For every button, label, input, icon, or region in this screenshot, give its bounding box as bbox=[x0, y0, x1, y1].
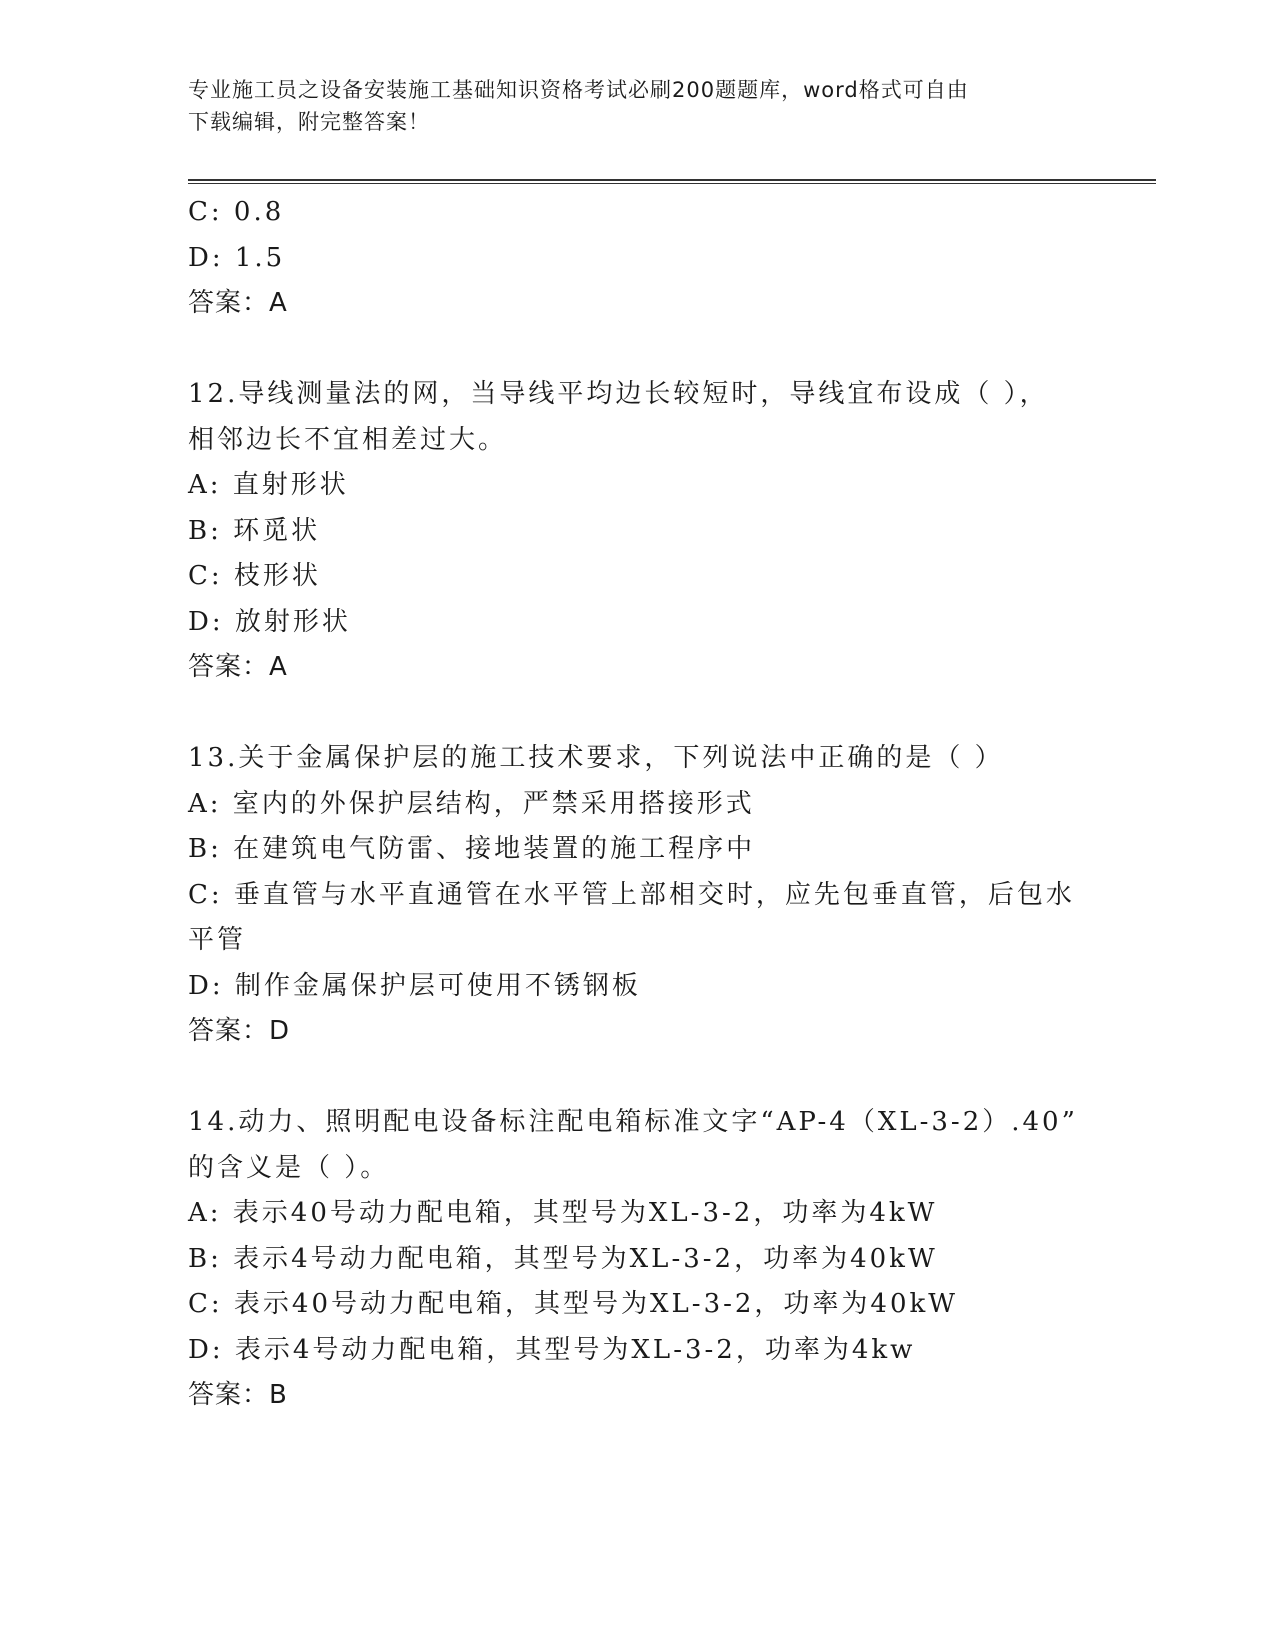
option-b: B: 表示4号动力配电箱，其型号为XL-3-2，功率为40kW bbox=[188, 1243, 938, 1274]
question-stem-cont: 的含义是（ ）。 bbox=[188, 1152, 390, 1183]
spacer bbox=[188, 691, 1088, 737]
previous-question-tail bbox=[188, 190, 1088, 327]
option-d: D: 1.5 bbox=[188, 242, 286, 273]
question-13 bbox=[188, 736, 1088, 1055]
option-c: C: 0.8 bbox=[188, 197, 285, 227]
option-a: A: 室内的外保护层结构，严禁采用搭接形式 bbox=[188, 788, 755, 819]
spacer bbox=[188, 327, 1088, 373]
option-c: C: 枝形状 bbox=[188, 561, 321, 591]
option-d: D: 放射形状 bbox=[188, 606, 351, 637]
question-14 bbox=[188, 1100, 1088, 1419]
option-a: A: 直射形状 bbox=[188, 470, 349, 500]
question-stem-cont: 相邻边长不宜相差过大。 bbox=[188, 424, 508, 455]
document-body bbox=[188, 190, 1088, 1419]
answer-line: 答案：B bbox=[188, 1380, 288, 1410]
answer-line: 答案：D bbox=[188, 1016, 291, 1046]
option-d: D: 制作金属保护层可使用不锈钢板 bbox=[188, 970, 641, 1001]
header-line-1: 专业施工员之设备安装施工基础知识资格考试必刷200题题库，word格式可自由 bbox=[188, 78, 969, 102]
option-a: A: 表示40号动力配电箱，其型号为XL-3-2，功率为4kW bbox=[188, 1198, 938, 1228]
header-rule-thin bbox=[188, 183, 1156, 184]
question-12 bbox=[188, 372, 1088, 691]
answer-line: 答案：A bbox=[188, 288, 288, 318]
question-stem: 14.动力、照明配电设备标注配电箱标准文字“AP-4（XL-3-2）.40” bbox=[188, 1107, 1078, 1137]
option-d: D: 表示4号动力配电箱，其型号为XL-3-2，功率为4kw bbox=[188, 1334, 916, 1365]
answer-line: 答案：A bbox=[188, 652, 288, 682]
option-b: B: 在建筑电气防雷、接地装置的施工程序中 bbox=[188, 834, 756, 864]
question-stem: 12.导线测量法的网，当导线平均边长较短时，导线宜布设成（ ）， bbox=[188, 379, 1049, 409]
option-c: C: 垂直管与水平直通管在水平管上部相交时，应先包垂直管，后包水 bbox=[188, 879, 1075, 910]
document-header bbox=[188, 74, 1088, 138]
option-c: C: 表示40号动力配电箱，其型号为XL-3-2，功率为40kW bbox=[188, 1289, 958, 1319]
question-stem: 13.关于金属保护层的施工技术要求，下列说法中正确的是（ ） bbox=[188, 743, 1004, 773]
header-line-2: 下载编辑，附完整答案！ bbox=[188, 110, 430, 134]
spacer bbox=[188, 1055, 1088, 1101]
option-b: B: 环觅状 bbox=[188, 515, 321, 546]
option-c-cont: 平管 bbox=[188, 925, 247, 955]
header-rule-thick bbox=[188, 179, 1156, 181]
